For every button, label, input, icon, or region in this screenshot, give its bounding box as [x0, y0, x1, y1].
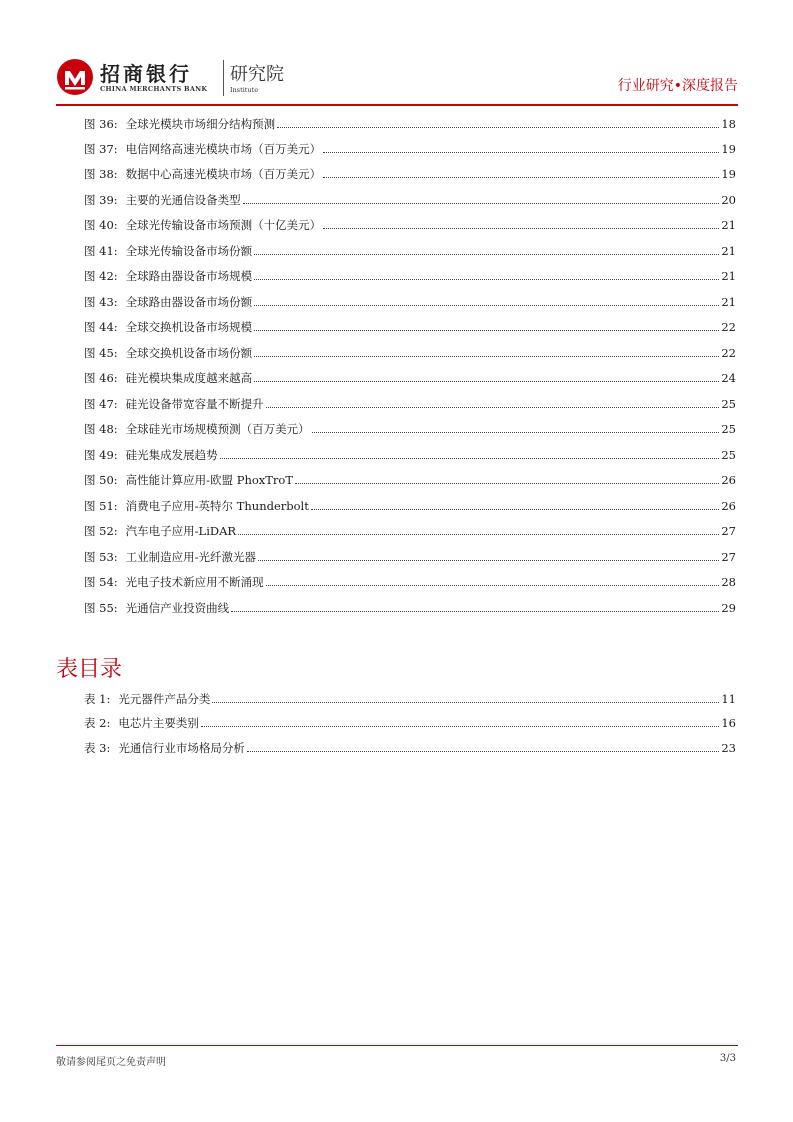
entry-title: 光通信行业市场格局分析	[118, 741, 245, 755]
entry-title: 硅光模块集成度越来越高	[125, 371, 253, 385]
entry-number: 图 55:	[84, 601, 118, 615]
entry-page: 16	[721, 716, 736, 730]
entry-page: 21	[721, 218, 736, 232]
entry-page: 25	[721, 448, 736, 462]
entry-page: 19	[721, 142, 736, 156]
toc-entry[interactable]	[84, 392, 736, 412]
dot-leader	[266, 407, 720, 408]
entry-number: 图 51:	[84, 499, 118, 513]
entry-number: 图 47:	[84, 397, 118, 411]
dot-leader	[254, 254, 719, 255]
entry-page: 21	[721, 244, 736, 258]
entry-number: 图 43:	[84, 295, 118, 309]
toc-entry[interactable]	[84, 494, 736, 514]
toc-entry[interactable]	[84, 443, 736, 463]
entry-page: 24	[721, 371, 736, 385]
toc-entry[interactable]	[84, 341, 736, 361]
entry-title: 全球路由器设备市场规模	[125, 269, 253, 283]
entry-page: 25	[721, 422, 736, 436]
entry-page: 18	[721, 117, 736, 131]
entry-title: 电信网络高速光模块市场（百万美元）	[125, 142, 322, 156]
toc-entry[interactable]	[84, 468, 736, 488]
toc-entry[interactable]	[84, 736, 736, 756]
entry-number: 图 37:	[84, 142, 118, 156]
dot-leader	[254, 279, 719, 280]
toc-entry[interactable]	[84, 239, 736, 259]
entry-page: 27	[721, 550, 736, 564]
dot-leader	[312, 432, 720, 433]
table-list-heading: 表目录	[56, 657, 123, 682]
entry-number: 图 42:	[84, 269, 118, 283]
footer-divider	[56, 1045, 738, 1046]
entry-number: 图 46:	[84, 371, 118, 385]
entry-number: 图 40:	[84, 218, 118, 232]
institute-name-cn: 研究院	[230, 64, 284, 85]
dot-leader	[243, 203, 720, 204]
entry-title: 硅光集成发展趋势	[125, 448, 218, 462]
entry-number: 图 44:	[84, 320, 118, 334]
dot-leader	[254, 356, 719, 357]
toc-entry[interactable]	[84, 137, 736, 157]
entry-title: 高性能计算应用-欧盟 PhoxTroT	[125, 473, 294, 487]
entry-page: 22	[721, 346, 736, 360]
brand-divider	[223, 60, 224, 96]
toc-entry[interactable]	[84, 519, 736, 539]
dot-leader	[247, 751, 720, 752]
toc-entry[interactable]	[84, 213, 736, 233]
cmb-logo-icon	[56, 58, 94, 96]
dot-leader	[220, 458, 720, 459]
dot-leader	[254, 381, 719, 382]
dot-leader	[201, 726, 720, 727]
page-number: 3/3	[719, 1053, 736, 1064]
page-header	[56, 56, 738, 100]
entry-page: 25	[721, 397, 736, 411]
entry-title: 全球光传输设备市场份额	[125, 244, 253, 258]
entry-title: 工业制造应用-光纤激光器	[125, 550, 257, 564]
entry-title: 光通信产业投资曲线	[125, 601, 230, 615]
entry-title: 全球光传输设备市场预测（十亿美元）	[125, 218, 322, 232]
entry-number: 图 48:	[84, 422, 118, 436]
entry-page: 11	[721, 692, 736, 706]
entry-title: 光元器件产品分类	[118, 692, 211, 706]
entry-page: 28	[721, 575, 736, 589]
entry-page: 21	[721, 295, 736, 309]
dot-leader	[323, 228, 719, 229]
entry-title: 消费电子应用-英特尔 Thunderbolt	[125, 499, 309, 513]
entry-page: 27	[721, 524, 736, 538]
entry-page: 26	[721, 473, 736, 487]
toc-entry[interactable]	[84, 188, 736, 208]
entry-title: 硅光设备带宽容量不断提升	[125, 397, 264, 411]
entry-title: 全球光模块市场细分结构预测	[125, 117, 276, 131]
entry-title: 汽车电子应用-LiDAR	[125, 524, 237, 538]
entry-page: 22	[721, 320, 736, 334]
entry-number: 图 38:	[84, 167, 118, 181]
entry-page: 21	[721, 269, 736, 283]
entry-number: 图 50:	[84, 473, 118, 487]
dot-leader	[277, 127, 719, 128]
header-divider	[56, 104, 738, 106]
toc-entry[interactable]	[84, 596, 736, 616]
dot-leader	[231, 611, 719, 612]
dot-leader	[311, 509, 720, 510]
disclaimer-note: 敬请参阅尾页之免责声明	[56, 1057, 166, 1068]
entry-title: 数据中心高速光模块市场（百万美元）	[125, 167, 322, 181]
toc-entry[interactable]	[84, 711, 736, 731]
entry-title: 全球路由器设备市场份额	[125, 295, 253, 309]
entry-page: 20	[721, 193, 736, 207]
toc-entry[interactable]	[84, 112, 736, 132]
dot-leader	[254, 330, 719, 331]
toc-entry[interactable]	[84, 545, 736, 565]
toc-entry[interactable]	[84, 417, 736, 437]
dot-leader	[254, 305, 719, 306]
entry-number: 图 45:	[84, 346, 118, 360]
toc-entry[interactable]	[84, 290, 736, 310]
entry-title: 全球交换机设备市场规模	[125, 320, 253, 334]
entry-title: 全球交换机设备市场份额	[125, 346, 253, 360]
dot-leader	[323, 177, 719, 178]
entry-number: 图 52:	[84, 524, 118, 538]
entry-title: 主要的光通信设备类型	[125, 193, 241, 207]
entry-title: 全球硅光市场规模预测（百万美元）	[125, 422, 310, 436]
entry-number: 图 36:	[84, 117, 118, 131]
dot-leader	[295, 483, 719, 484]
entry-number: 图 53:	[84, 550, 118, 564]
entry-number: 表 3:	[84, 741, 111, 755]
toc-entry[interactable]	[84, 315, 736, 335]
institute-name-en: Institute	[230, 86, 259, 94]
report-type-label: 行业研究•深度报告	[617, 78, 738, 94]
entry-title: 电芯片主要类别	[118, 716, 199, 730]
dot-leader	[266, 585, 720, 586]
entry-number: 图 41:	[84, 244, 118, 258]
dot-leader	[238, 534, 719, 535]
dot-leader	[258, 560, 719, 561]
toc-entry[interactable]	[84, 264, 736, 284]
dot-leader	[323, 152, 719, 153]
bank-name-cn: 招商银行	[100, 62, 192, 86]
entry-title: 光电子技术新应用不断涌现	[125, 575, 264, 589]
entry-number: 图 39:	[84, 193, 118, 207]
entry-page: 23	[721, 741, 736, 755]
entry-number: 图 54:	[84, 575, 118, 589]
toc-entry[interactable]	[84, 366, 736, 386]
entry-number: 表 1:	[84, 692, 111, 706]
dot-leader	[212, 702, 719, 703]
entry-page: 19	[721, 167, 736, 181]
entry-number: 表 2:	[84, 716, 111, 730]
bank-name-en: CHINA MERCHANTS BANK	[100, 85, 208, 93]
entry-page: 29	[721, 601, 736, 615]
toc-entry[interactable]	[84, 570, 736, 590]
toc-entry[interactable]	[84, 162, 736, 182]
toc-entry[interactable]	[84, 687, 736, 707]
entry-page: 26	[721, 499, 736, 513]
entry-number: 图 49:	[84, 448, 118, 462]
